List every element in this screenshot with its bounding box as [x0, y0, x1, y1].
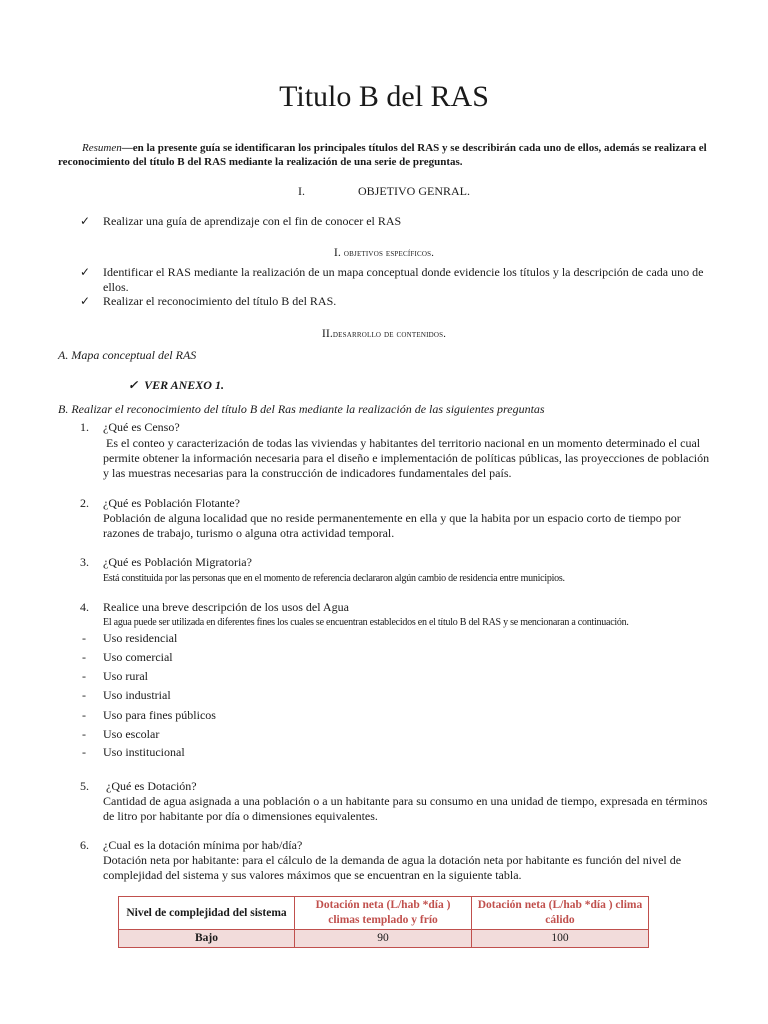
question: ¿Qué es Censo? [103, 420, 180, 434]
section-heading-desarrollo [0, 326, 768, 341]
section-title: desarrollo de contenidos. [332, 329, 447, 340]
use-item: Uso residencial [103, 631, 178, 645]
dash-bullet: - [82, 727, 86, 741]
dash-bullet: - [82, 650, 86, 664]
use-item: Uso institucional [103, 745, 185, 759]
question-number: 6. [80, 838, 89, 852]
use-item: Uso industrial [103, 688, 171, 702]
section-title: objetivos específicos. [343, 248, 435, 259]
answer: Es el conteo y caracterización de todas las viviendas y habitantes del territorio nacional en un momento determinado el cual permite obtener la información necesaria para el diseño e implementación de políticas públicas, las proyecciones de población y las muestras necesarias para la construcción de indicadores fundamentales del país. [103, 436, 710, 481]
question: ¿Qué es Población Migratoria? [103, 555, 252, 569]
question: ¿Qué es Dotación? [106, 779, 197, 793]
abstract-text: en la presente guía se identificaran los principales títulos del RAS y se describirán cada uno de ellos, además se realizara el reconocimiento del título B del RAS mediante la realización de una serie de preguntas. [58, 142, 707, 168]
section-number: II. [321, 326, 333, 340]
subsection-b: B. Realizar el reconocimiento del título B del Ras mediante la realización de las siguientes preguntas [58, 402, 545, 416]
page-title: Titulo B del RAS [279, 80, 489, 113]
abstract-dash: — [121, 142, 133, 154]
specific-objective-item: Identificar el RAS mediante la realización de un mapa conceptual donde evidencie los títulos y la descripción de cada uno de ellos. [103, 265, 704, 295]
table-cell: 90 [295, 930, 472, 948]
dash-bullet: - [82, 688, 86, 702]
question: ¿Qué es Población Flotante? [103, 496, 240, 510]
check-icon: ✓ [80, 265, 91, 279]
answer: El agua puede ser utilizada en diferentes fines los cuales se encuentran establecidos en el título B del RAS y se mencionaran a continuación. [103, 617, 629, 628]
abstract [58, 141, 710, 169]
section-heading-objetivos-especificos [0, 245, 768, 260]
dash-bullet: - [82, 631, 86, 645]
abstract-label: Resumen [82, 142, 122, 154]
table-header-row [119, 897, 649, 930]
dash-bullet: - [82, 745, 86, 759]
anexo-text: VER ANEXO 1. [144, 378, 224, 392]
question: ¿Cual es la dotación mínima por hab/día? [103, 838, 303, 852]
question: Realice una breve descripción de los usos del Agua [103, 600, 349, 614]
table-cell: 100 [472, 930, 649, 948]
answer: Dotación neta por habitante: para el cálculo de la demanda de agua la dotación neta por habitante es función del nivel de complejidad del sistema y sus valores máximos que se encuentran en la siguiente tabla. [103, 853, 682, 883]
use-item: Uso rural [103, 669, 148, 683]
objective-item: Realizar una guía de aprendizaje con el fin de conocer el RAS [103, 214, 402, 228]
question-number: 1. [80, 420, 89, 434]
check-icon: ✓ [80, 214, 91, 228]
use-item: Uso escolar [103, 727, 160, 741]
question-number: 3. [80, 555, 89, 569]
anexo-line [128, 378, 224, 393]
section-heading-objetivo-general [0, 184, 768, 199]
answer: Población de alguna localidad que no reside permanentemente en ella y que la habita por un espacio corto de tiempo por razones de trabajo, turismo o alguna otra actividad temporal. [103, 511, 681, 541]
question-number: 4. [80, 600, 89, 614]
subsection-a: A. Mapa conceptual del RAS [58, 348, 197, 362]
question-number: 2. [80, 496, 89, 510]
section-number: I. [298, 184, 305, 198]
table-header: Dotación neta (L/hab *día ) climas templado y frío [295, 897, 472, 930]
table-header: Nivel de complejidad del sistema [119, 897, 295, 930]
use-item: Uso comercial [103, 650, 173, 664]
table-row [119, 930, 649, 948]
use-item: Uso para fines públicos [103, 708, 216, 722]
answer: Está constituida por las personas que en el momento de referencia declararon algún cambio de residencia entre municipios. [103, 573, 565, 584]
answer: Cantidad de agua asignada a una población o a un habitante para su consumo en una unidad de tiempo, expresada en términos de litro por habitante por día o dimensiones equivalentes. [103, 794, 708, 824]
check-icon: ✓ [128, 378, 139, 392]
table-header: Dotación neta (L/hab *día ) clima cálido [472, 897, 649, 930]
section-title: OBJETIVO GENRAL. [358, 184, 470, 198]
question-number: 5. [80, 779, 89, 793]
specific-objective-item: Realizar el reconocimiento del título B del RAS. [103, 294, 337, 308]
dash-bullet: - [82, 708, 86, 722]
check-icon: ✓ [80, 294, 91, 308]
section-number: I. [333, 245, 341, 259]
dotacion-table [118, 896, 649, 948]
table-cell: Bajo [119, 930, 295, 948]
dash-bullet: - [82, 669, 86, 683]
